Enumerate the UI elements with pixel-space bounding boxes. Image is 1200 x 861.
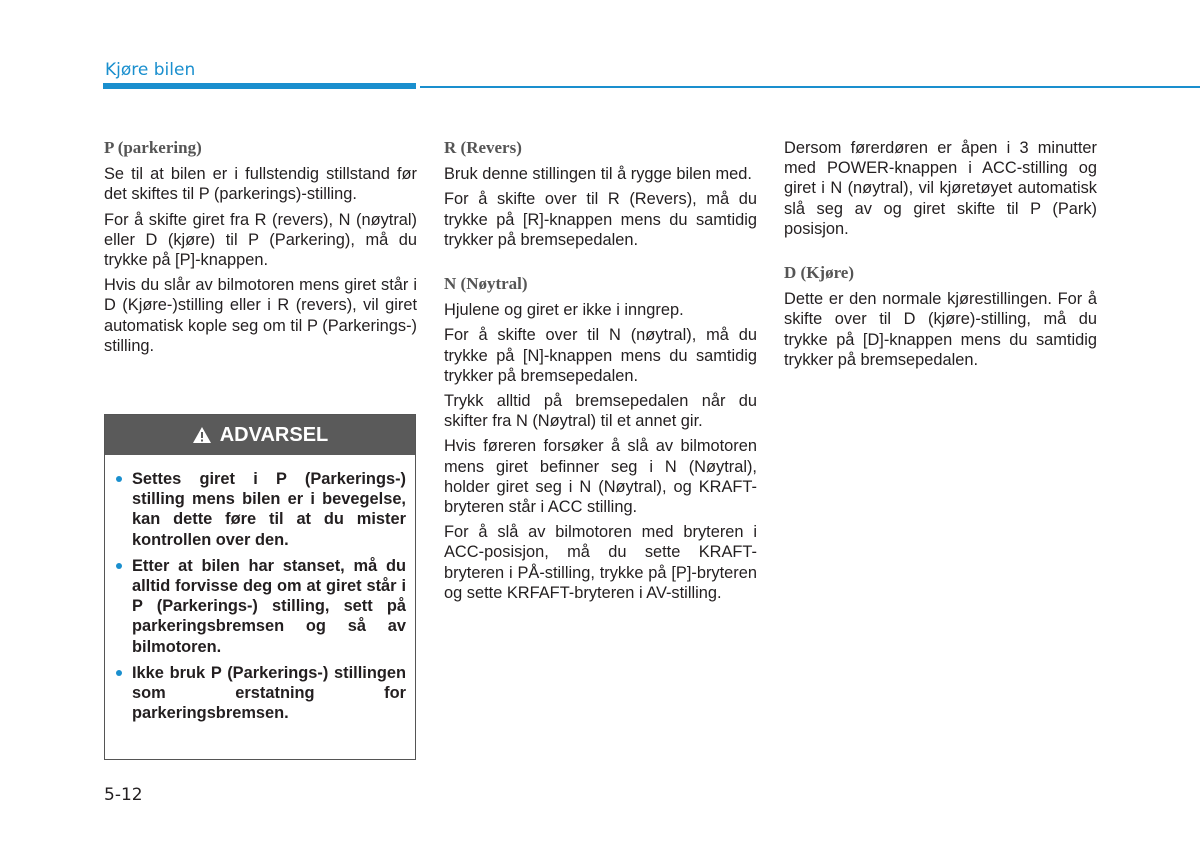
page-number: 5-12 [104, 785, 143, 805]
paragraph: Dersom førerdøren er åpen i 3 minutter med POWER-knappen i ACC-stilling og giret i N (nøytral), vil kjøretøyet automatisk slå seg av og giret skifte til P (Park) posisjon. [784, 139, 1097, 238]
paragraph: Se til at bilen er i fullstendig stillstand før det skiftes til P (parkerings)-stilling. [104, 165, 417, 204]
heading-kjore: D (Kjøre) [784, 263, 855, 283]
heading-parkering: P (parkering) [104, 138, 202, 157]
header-rule-thick [103, 83, 416, 89]
heading-revers: R (Revers) [444, 138, 522, 157]
section-title: Kjøre bilen [105, 60, 196, 80]
paragraph: For å skifte over til R (Revers), må du trykke på [R]-knappen mens du samtidig trykker på bremsepedalen. [444, 190, 757, 249]
paragraph: Trykk alltid på bremsepedalen når du skifter fra N (Nøytral) til et annet gir. [444, 392, 757, 431]
list-item: Ikke bruk P (Parkerings-) stillingen som erstatning for parkeringsbremsen. [116, 663, 406, 724]
paragraph: For å skifte over til N (nøytral), må du trykke på [N]-knappen mens du samtidig trykker på bremsepedalen. [444, 326, 757, 385]
paragraph: Hjulene og giret er ikke i inngrep. [444, 301, 684, 320]
warning-title: ADVARSEL [219, 423, 329, 446]
paragraph: Hvis føreren forsøker å slå av bilmotoren mens giret befinner seg i N (Nøytral), holder giret seg i N (Nøytral), og KRAFT-bryteren står i ACC stilling. [444, 437, 757, 517]
bullet-icon [116, 670, 122, 676]
paragraph: For å slå av bilmotoren med bryteren i ACC-posisjon, må du sette KRAFT-bryteren i PÅ-stilling, trykke på [P]-bryteren og sette KRFAFT-bryteren i AV-stilling. [444, 523, 757, 602]
header-rule-thin [420, 86, 1200, 88]
paragraph: Hvis du slår av bilmotoren mens giret står i D (Kjøre-)stilling eller i R (revers), vil giret automatisk kople seg om til P (Parkerings-) stilling. [104, 276, 417, 355]
bullet-icon [116, 563, 122, 569]
paragraph: Bruk denne stillingen til å rygge bilen med. [444, 165, 752, 184]
warning-header [105, 415, 415, 455]
warning-box [104, 414, 416, 760]
heading-noytral: N (Nøytral) [444, 274, 528, 294]
paragraph: Dette er den normale kjørestillingen. For å skifte over til D (kjøre)-stilling, må du trykke på [D]-knappen mens du samtidig trykker på bremsepedalen. [784, 290, 1097, 369]
column-right [784, 138, 1097, 375]
list-item: Settes giret i P (Parkerings-) stilling mens bilen er i bevegelse, kan dette føre til at du mister kontrollen over den. [116, 469, 406, 550]
column-middle [444, 138, 757, 608]
paragraph: For å skifte giret fra R (revers), N (nøytral) eller D (kjøre) til P (Parkering), må du trykke på [P]-knappen. [104, 210, 417, 270]
warning-triangle-icon [192, 426, 212, 444]
column-left [104, 138, 417, 361]
bullet-icon [116, 476, 122, 482]
list-item: Etter at bilen har stanset, må du alltid forvisse deg om at giret står i P (Parkerings-) stilling, sett på parkeringsbremsen og så av bilmotoren. [116, 556, 406, 657]
warning-list [105, 455, 415, 723]
